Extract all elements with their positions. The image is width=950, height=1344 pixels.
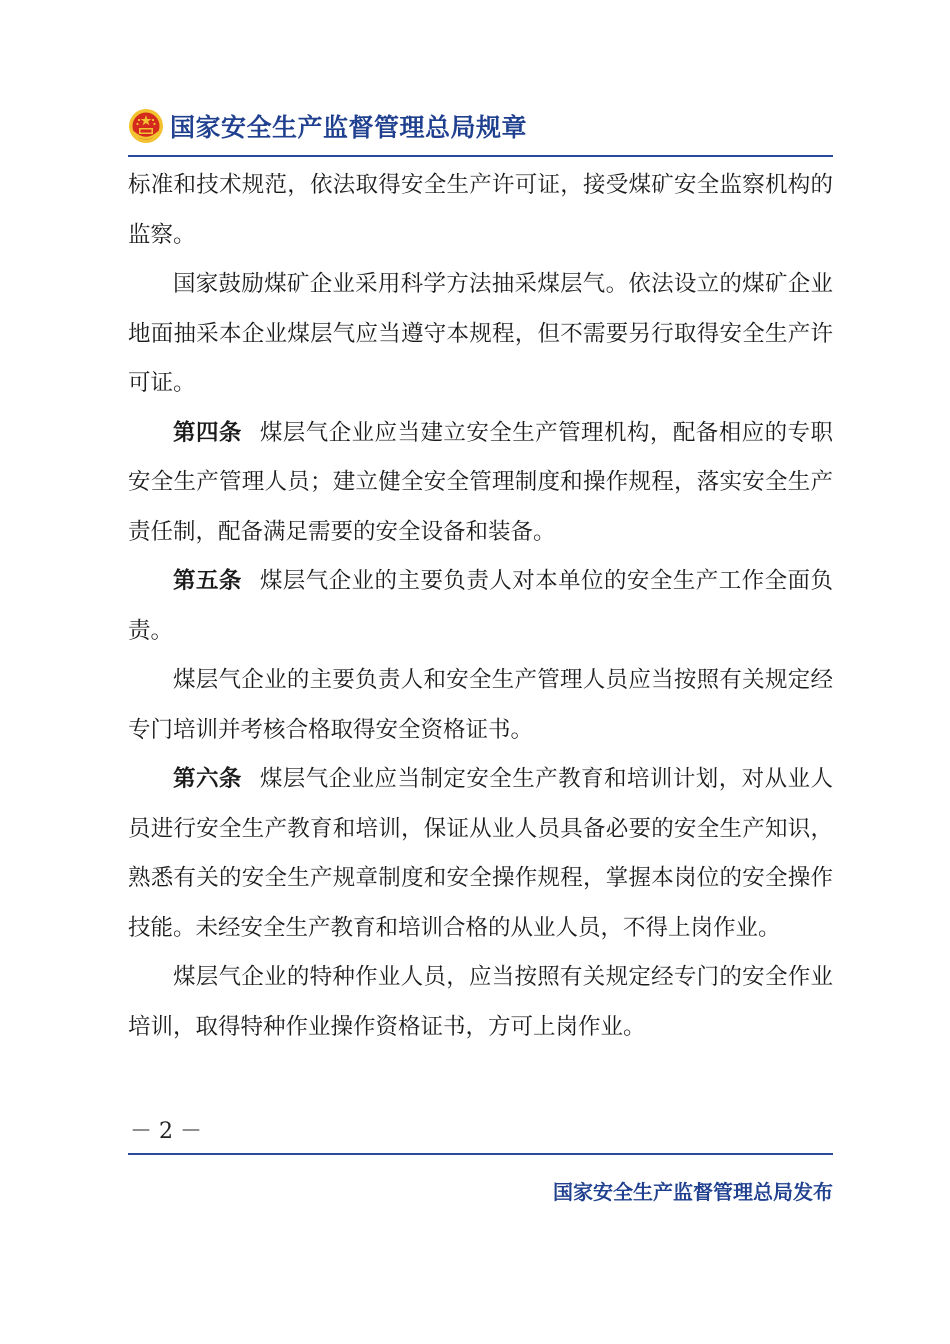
national-emblem-icon [128,108,164,144]
paragraph-text: 煤层气企业的主要负责人对本单位的安全生产工作全面负责。 [128,568,833,644]
article-6 [128,755,833,953]
paragraph [128,161,833,260]
paragraph-text: 煤层气企业的特种作业人员，应当按照有关规定经专门的安全作业培训，取得特种作业操作资格证书，方可上岗作业。 [128,964,833,1040]
header-divider [128,155,833,157]
paragraph-text: 煤层气企业应当制定安全生产教育和培训计划，对从业人员进行安全生产教育和培训，保证从业人员具备必要的安全生产知识，熟悉有关的安全生产规章制度和安全操作规程，掌握本岗位的安全操作技能。未经安全生产教育和培训合格的从业人员，不得上岗作业。 [128,766,833,941]
paragraph-text: 煤层气企业的主要负责人和安全生产管理人员应当按照有关规定经专门培训并考核合格取得安全资格证书。 [128,667,833,743]
page-header [128,98,833,154]
article-label: 第六条 [173,766,242,792]
paragraph [128,656,833,755]
paragraph-text: 标准和技术规范，依法取得安全生产许可证，接受煤矿安全监察机构的监察。 [128,172,833,248]
paragraph [128,260,833,409]
page-number: － 2 － [130,1119,202,1144]
article-5 [128,557,833,656]
footer-publisher: 国家安全生产监督管理总局发布 [553,1180,833,1204]
article-4 [128,409,833,558]
header-title: 国家安全生产监督管理总局规章 [170,113,528,142]
article-label: 第四条 [173,419,242,446]
document-body [128,161,833,1052]
article-label: 第五条 [173,568,242,594]
paragraph [128,953,833,1052]
footer-divider [128,1153,833,1155]
paragraph-text: 煤层气企业应当建立安全生产管理机构，配备相应的专职安全生产管理人员；建立健全安全管理制度和操作规程，落实安全生产责任制，配备满足需要的安全设备和装备。 [128,419,833,545]
paragraph-text: 国家鼓励煤矿企业采用科学方法抽采煤层气。依法设立的煤矿企业地面抽采本企业煤层气应当遵守本规程，但不需要另行取得安全生产许可证。 [128,271,833,396]
